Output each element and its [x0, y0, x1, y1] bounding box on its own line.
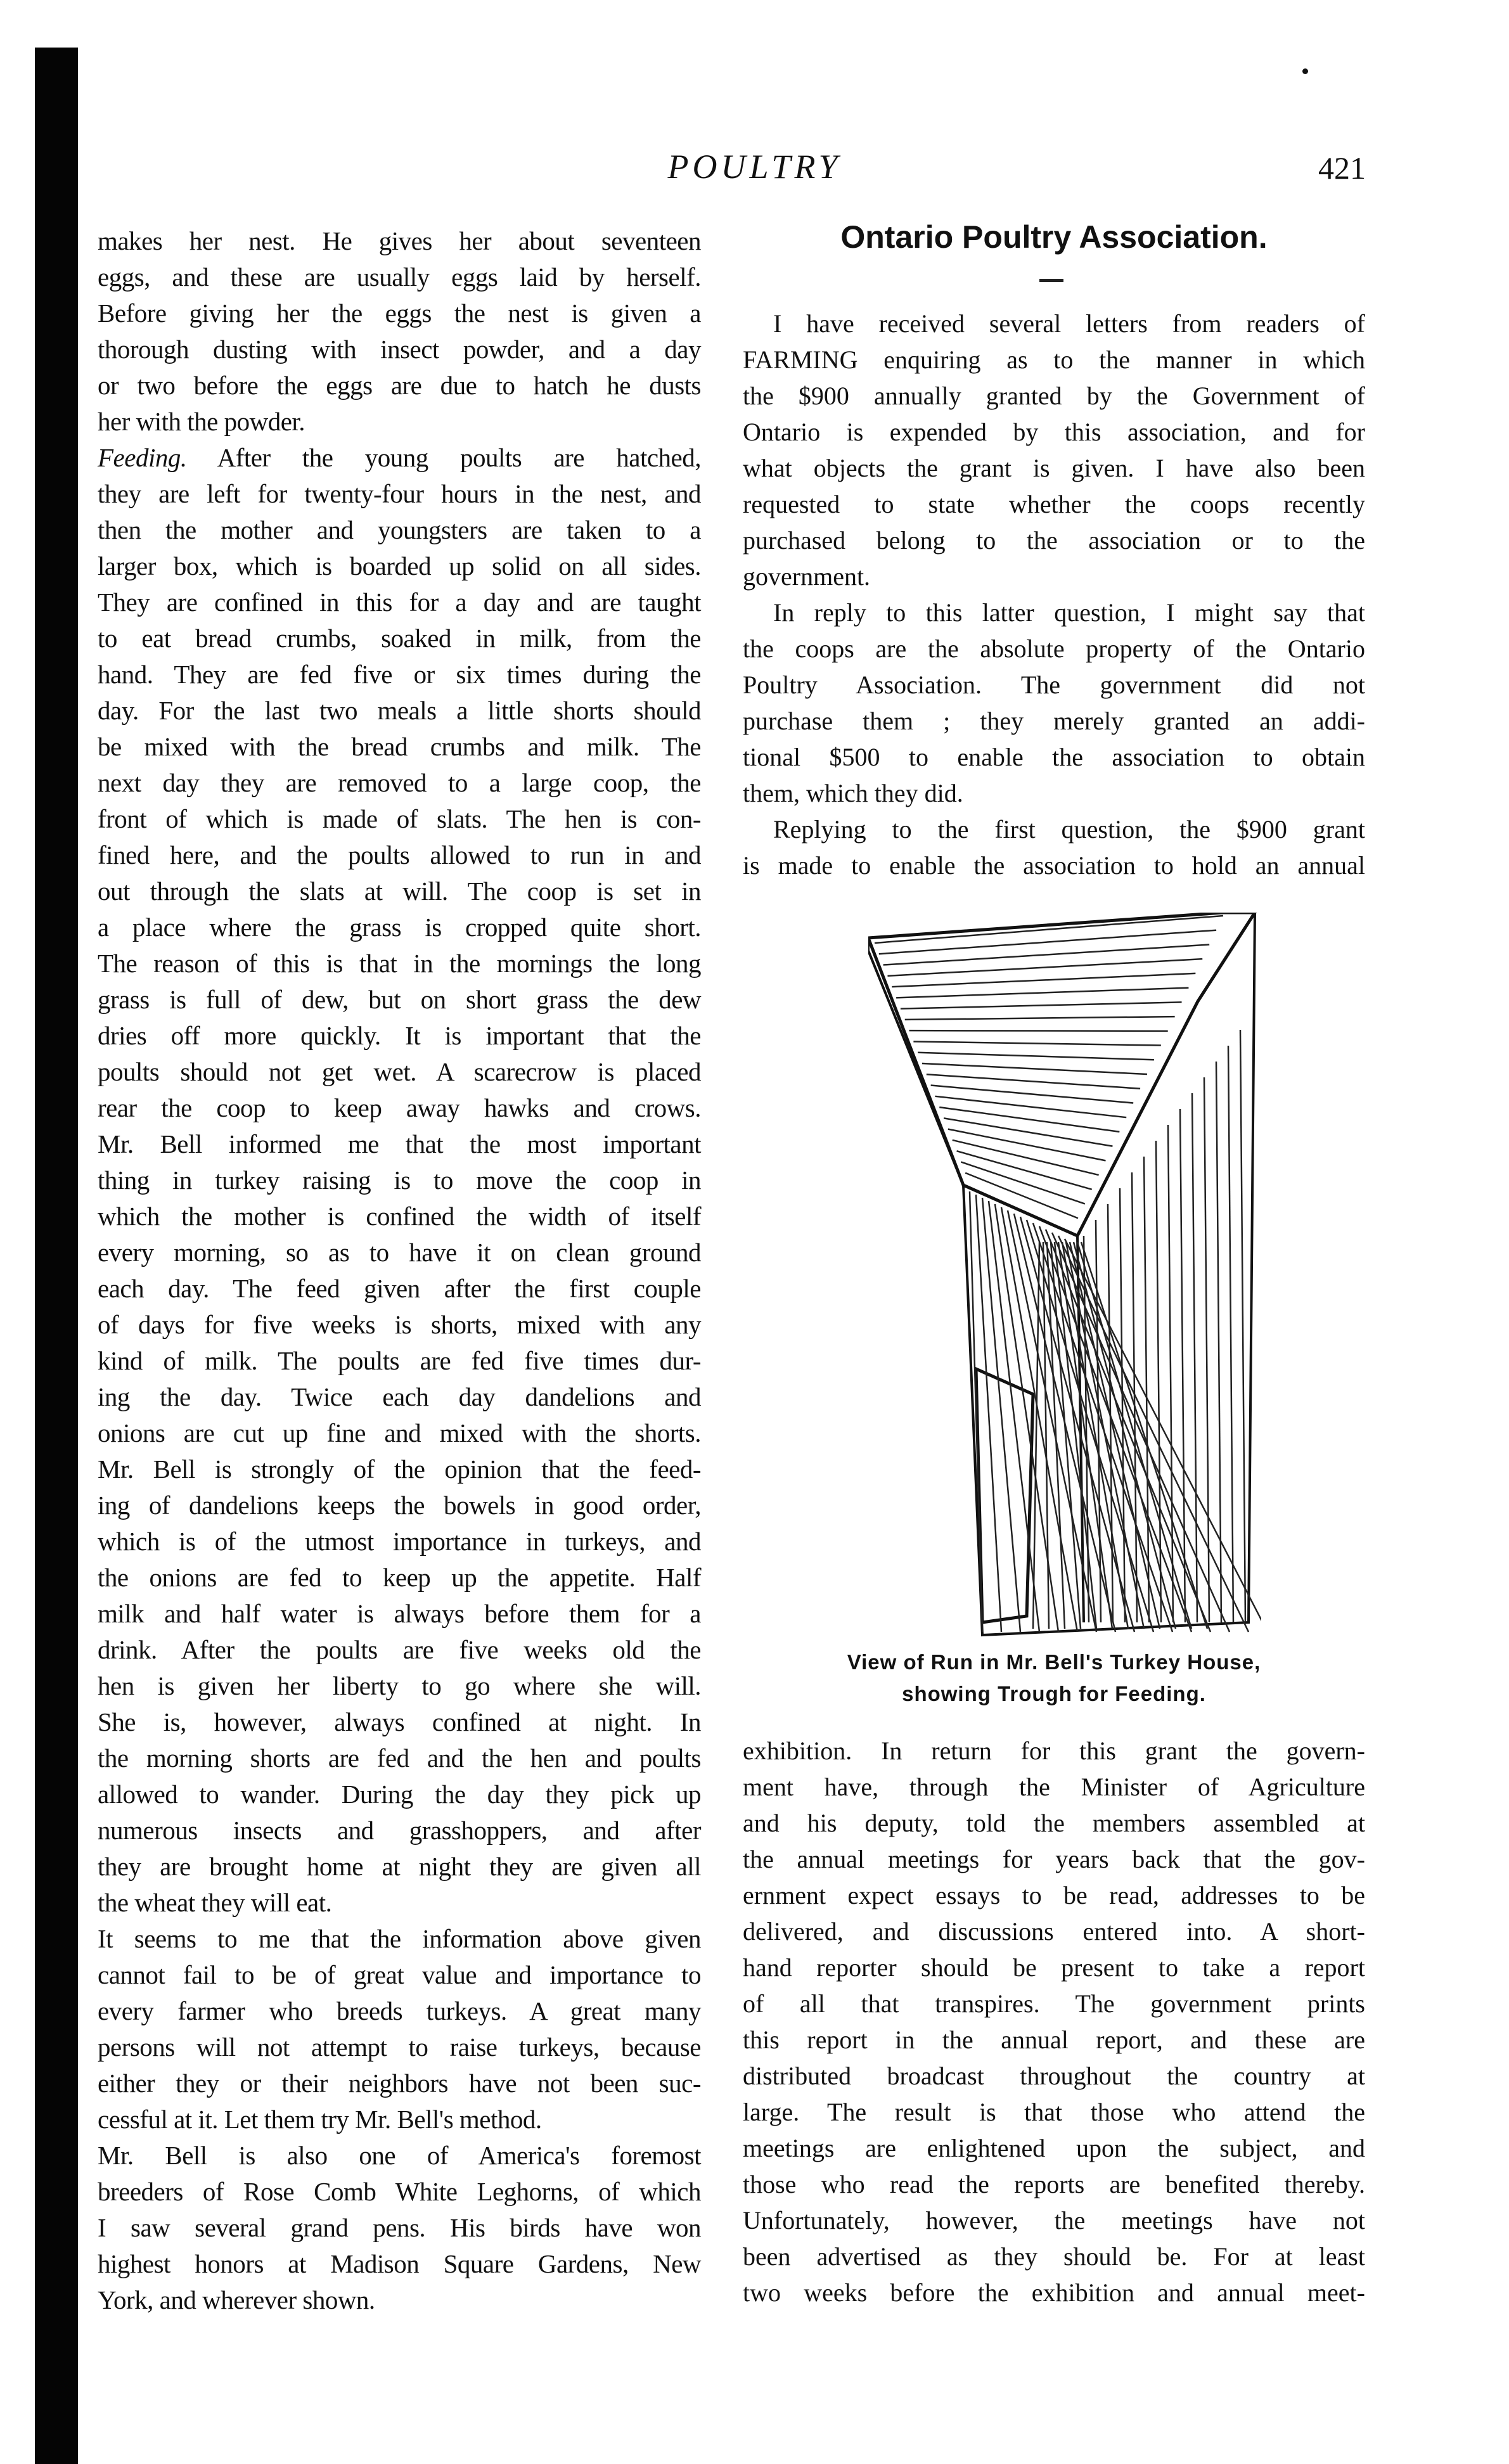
text-line: They are confined in this for a day and are taught: [98, 587, 701, 617]
hatch-line: [909, 1030, 1168, 1031]
hatch-line: [913, 1041, 1160, 1045]
text-line: and his deputy, told the members assembled at: [743, 1809, 1365, 1837]
hatch-line: [901, 1002, 1182, 1008]
text-line: She is, however, always confined at night. In: [98, 1707, 701, 1736]
text-line: purchase them ; they merely granted an addi-: [743, 707, 1365, 735]
text-line: Before giving her the eggs the nest is given a: [98, 298, 701, 328]
text-line: makes her nest. He gives her about seventeen: [98, 226, 701, 255]
text-line: breeders of Rose Comb White Leghorns, of which: [98, 2177, 701, 2206]
text-line: persons will not attempt to raise turkeys, because: [98, 2032, 701, 2062]
text-line: every morning, so as to have it on clean ground: [98, 1238, 701, 1267]
text-line: cannot fail to be of great value and importance to: [98, 1960, 701, 1989]
text-line: rear the coop to keep away hawks and crows.: [98, 1093, 701, 1122]
text-line: fined here, and the poults allowed to run in and: [98, 840, 701, 869]
text-line: distributed broadcast throughout the country at: [743, 2062, 1365, 2090]
text-line: ment have, through the Minister of Agriculture: [743, 1773, 1365, 1801]
right-column-bottom: [743, 1733, 1365, 2311]
right-column-top: [743, 305, 1365, 883]
hatch-line: [875, 916, 1223, 943]
text-line: ing the day. Twice each day dandelions and: [98, 1382, 701, 1411]
text-line: It seems to me that the information above given: [98, 1924, 701, 1953]
text-line: the $900 annually granted by the Government of: [743, 382, 1365, 410]
text-line: poults should not get wet. A scarecrow is placed: [98, 1057, 701, 1086]
hatch-line: [1168, 1125, 1173, 1622]
text-line: Poultry Association. The government did not: [743, 671, 1365, 699]
text-line: cessful at it. Let them try Mr. Bell's method.: [98, 2105, 542, 2134]
text-line: grass is full of dew, but on short grass the dew: [98, 985, 701, 1014]
text-line: hand reporter should be present to take a report: [743, 1953, 1365, 1982]
hatch-line: [1240, 1030, 1245, 1622]
scan-speck: [1302, 68, 1308, 74]
roof: [868, 913, 1255, 1236]
text-line: FARMING enquiring as to the manner in which: [743, 345, 1365, 374]
left-column: [98, 223, 701, 2318]
text-line: a place where the grass is cropped quite short.: [98, 913, 701, 942]
text-line: Unfortunately, however, the meetings have not: [743, 2206, 1365, 2235]
text-line: day. For the last two meals a little shorts should: [98, 696, 701, 725]
text-line: every farmer who breeds turkeys. A great many: [98, 1996, 701, 2025]
text-line: be mixed with the bread crumbs and milk. The: [98, 732, 701, 761]
text-line: what objects the grant is given. I have also been: [743, 454, 1365, 482]
text-line: or two before the eggs are due to hatch he dusts: [98, 371, 701, 400]
text-line: milk and half water is always before them for a: [98, 1599, 701, 1628]
text-line: been advertised as they should be. For at least: [743, 2242, 1365, 2271]
hatch-line: [1120, 1188, 1125, 1622]
text-line: each day. The feed given after the first couple: [98, 1274, 701, 1303]
hatch-line: [918, 1053, 1154, 1060]
text-line: government.: [743, 562, 871, 591]
text-line: drink. After the poults are five weeks old the: [98, 1635, 701, 1664]
text-line: eggs, and these are usually eggs laid by herself.: [98, 262, 701, 292]
text-line: this report in the annual report, and these are: [743, 2025, 1365, 2054]
text-line: York, and wherever shown.: [98, 2285, 375, 2314]
shading-lines: [875, 916, 1261, 1632]
text-line: them, which they did.: [743, 779, 963, 807]
text-line: purchased belong to the association or to the: [743, 526, 1365, 555]
text-line: meetings are enlightened upon the subject, and: [743, 2134, 1365, 2162]
text-line: they are left for twenty-four hours in the nest, and: [98, 479, 701, 508]
text-line: numerous insects and grasshoppers, and after: [98, 1816, 701, 1845]
text-line: ernment expect essays to be read, addresses to be: [743, 1881, 1365, 1909]
text-line: allowed to wander. During the day they pick up: [98, 1780, 701, 1809]
text-line: two weeks before the exhibition and annual meet-: [743, 2278, 1365, 2307]
text-line: the onions are fed to keep up the appetite. Half: [98, 1563, 701, 1592]
hatch-line: [944, 1118, 1112, 1146]
figure-caption: [743, 1646, 1365, 1710]
text-line: delivered, and discussions entered into. A short-: [743, 1917, 1365, 1946]
hatch-line: [1192, 1093, 1197, 1622]
text-line: [98, 440, 701, 476]
text-line: the wheat they will eat.: [98, 1888, 332, 1917]
text-line: thorough dusting with insect powder, and a day: [98, 335, 701, 364]
text-line: they are brought home at night they are given all: [98, 1852, 701, 1881]
text-line: kind of milk. The poults are fed five times dur-: [98, 1346, 701, 1375]
hatch-line: [1033, 1242, 1039, 1629]
run-in-heading: Feeding.: [98, 443, 187, 472]
text-line: thing in turkey raising is to move the coop in: [98, 1165, 701, 1195]
hatch-line: [927, 1074, 1140, 1088]
turkey-run-illustration: [868, 913, 1261, 1638]
text-line: the morning shorts are fed and the hen and poults: [98, 1743, 701, 1773]
text-line: Replying to the first question, the $900 grant: [773, 815, 1365, 844]
text-line: Mr. Bell informed me that the most important: [98, 1129, 701, 1158]
text-line: is made to enable the association to hold an annual: [743, 851, 1365, 880]
text-line: large. The result is that those who attend the: [743, 2098, 1365, 2126]
text-line-rest: After the young poults are hatched,: [186, 443, 701, 472]
caption-line: showing Trough for Feeding.: [902, 1682, 1206, 1705]
text-line: highest honors at Madison Square Gardens, New: [98, 2249, 701, 2278]
text-line: dries off more quickly. It is important that the: [98, 1021, 701, 1050]
hatch-line: [896, 988, 1188, 998]
text-line: those who read the reports are benefited thereby.: [743, 2170, 1365, 2198]
text-line: onions are cut up fine and mixed with the shorts.: [98, 1418, 701, 1447]
text-line: the coops are the absolute property of the Ontario: [743, 634, 1365, 663]
text-line: next day they are removed to a large coop, the: [98, 768, 701, 797]
running-title: POULTRY: [667, 148, 842, 186]
text-line: which the mother is confined the width of itself: [98, 1202, 701, 1231]
text-line: out through the slats at will. The coop is set in: [98, 876, 701, 906]
text-line: In reply to this latter question, I might say that: [773, 598, 1365, 627]
text-line: which is of the utmost importance in turkeys, and: [98, 1527, 701, 1556]
hatch-line: [1043, 1242, 1049, 1629]
hatch-line: [922, 1063, 1147, 1074]
text-line: tional $500 to enable the association to obtain: [743, 743, 1365, 771]
text-line: the annual meetings for years back that the gov-: [743, 1845, 1365, 1873]
book-binding-edge: [35, 48, 78, 2464]
text-line: The reason of this is that in the mornings the long: [98, 949, 701, 978]
hatch-line: [1228, 1046, 1233, 1622]
page-number: 421: [1318, 150, 1366, 186]
text-line: front of which is made of slats. The hen is con-: [98, 804, 701, 833]
text-line: Mr. Bell is strongly of the opinion that the feed-: [98, 1454, 701, 1484]
caption-line: View of Run in Mr. Bell's Turkey House,: [847, 1650, 1261, 1674]
text-line: of days for five weeks is shorts, mixed with any: [98, 1310, 701, 1339]
text-line: requested to state whether the coops recently: [743, 490, 1365, 518]
text-line: Mr. Bell is also one of America's foremost: [98, 2141, 701, 2170]
hatch-line: [1052, 1233, 1230, 1632]
text-line: her with the powder.: [98, 407, 305, 436]
title-rule: [1039, 279, 1063, 282]
article-title: Ontario Poultry Association.: [840, 219, 1268, 255]
text-line: Ontario is expended by this association, and for: [743, 418, 1365, 446]
hatch-line: [931, 1086, 1134, 1103]
text-line: either they or their neighbors have not been suc-: [98, 2069, 701, 2098]
text-line: then the mother and youngsters are taken to a: [98, 515, 701, 544]
text-line: hand. They are fed five or six times during the: [98, 660, 701, 689]
text-line: ing of dandelions keeps the bowels in good order,: [98, 1491, 701, 1520]
text-line: I saw several grand pens. His birds have won: [98, 2213, 701, 2242]
hatch-line: [939, 1107, 1119, 1132]
text-line: larger box, which is boarded up solid on all sides.: [98, 551, 701, 581]
hatch-line: [905, 1017, 1175, 1020]
text-line: I have received several letters from readers of: [773, 309, 1365, 338]
text-line: exhibition. In return for this grant the govern-: [743, 1736, 1365, 1765]
text-line: to eat bread crumbs, soaked in milk, from the: [98, 624, 701, 653]
hatch-line: [892, 973, 1195, 987]
text-line: hen is given her liberty to go where she will.: [98, 1671, 701, 1700]
text-line: of all that transpires. The government prints: [743, 1989, 1365, 2018]
